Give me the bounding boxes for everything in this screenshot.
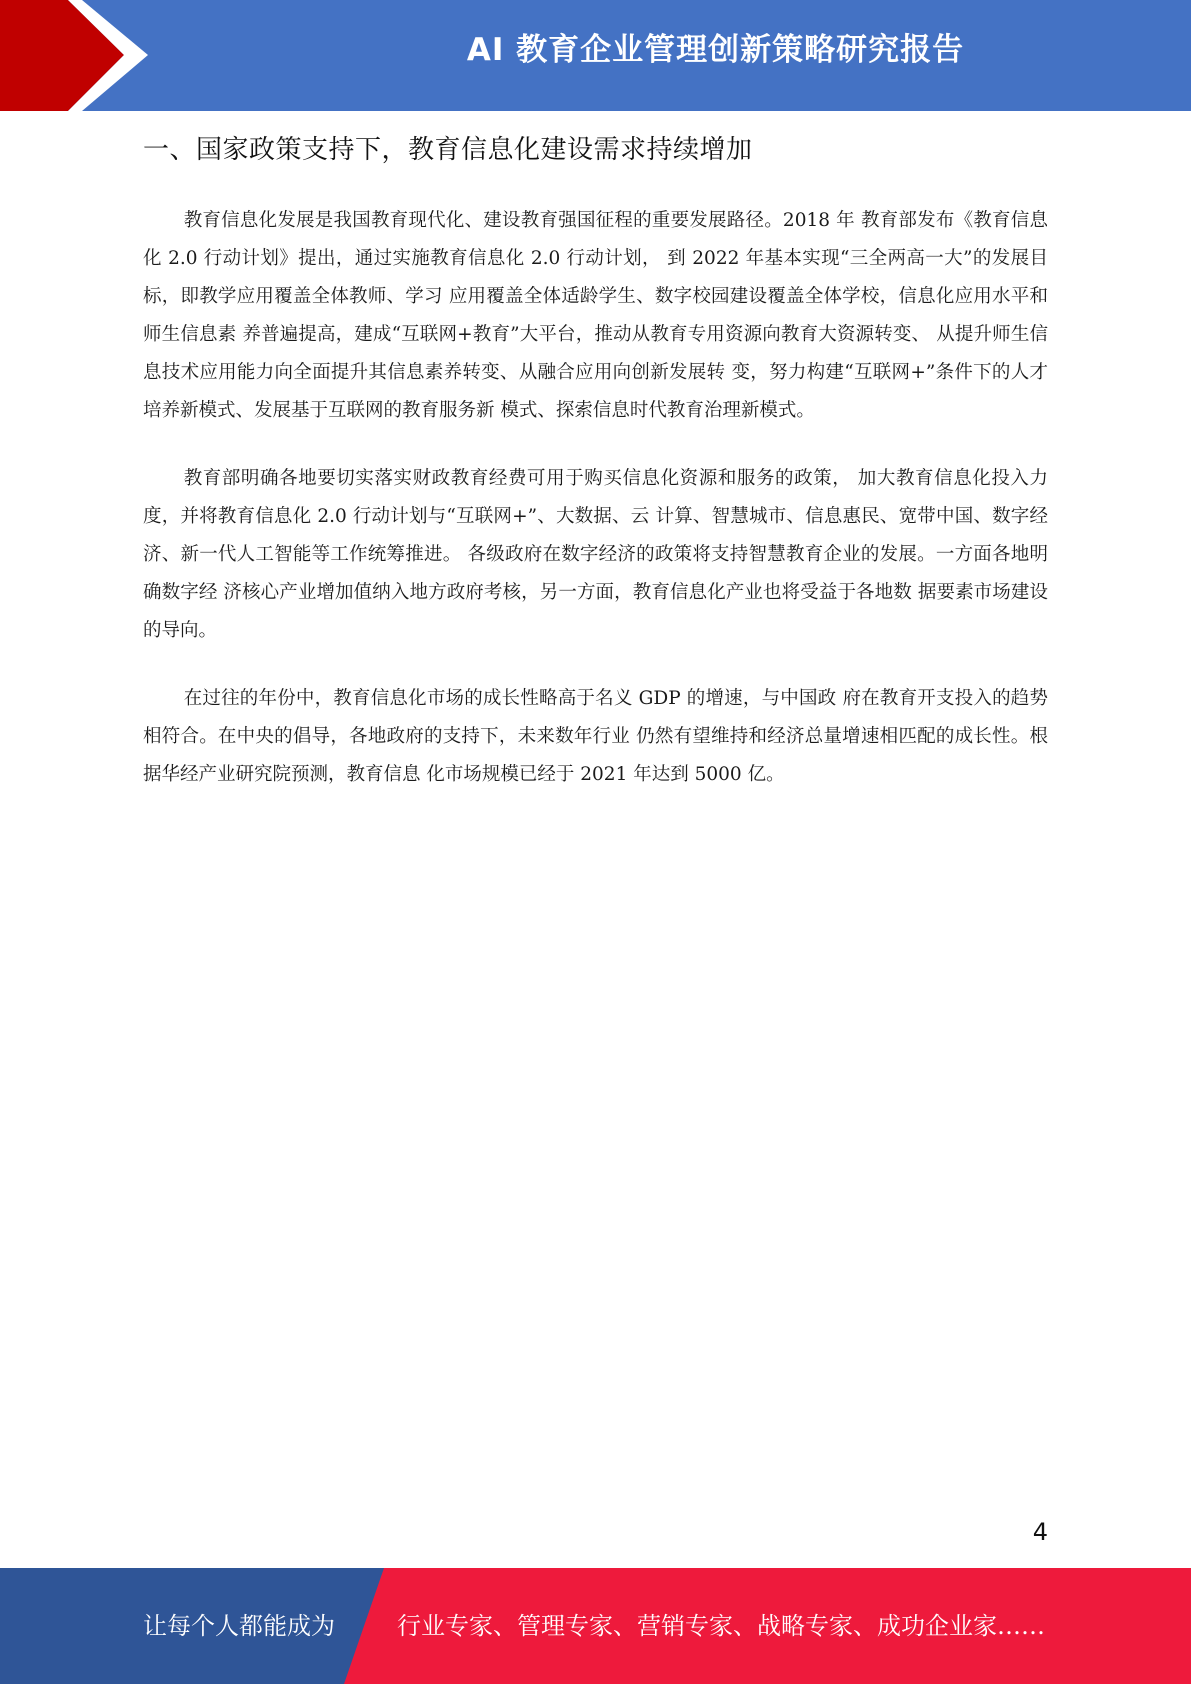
- footer-banner: [0, 1568, 1191, 1684]
- footer-slogan-right: 行业专家、管理专家、营销专家、战略专家、成功企业家……: [397, 1612, 1045, 1640]
- paragraph-3: 在过往的年份中，教育信息化市场的成长性略高于名义 GDP 的增速，与中国政 府在教育开支投入的趋势相符合。在中央的倡导，各地政府的支持下，未来数年行业 仍然有望维持和经济总量增速相匹配的成长性。根据华经产业研究院预测，教育信息 化市场规模已经于 2021 年达到 5000 亿。: [143, 688, 1048, 785]
- header-chevron-icon: [0, 0, 160, 111]
- footer-slogan-left: 让每个人都能成为: [143, 1612, 335, 1640]
- report-title: AI 教育企业管理创新策略研究报告: [466, 32, 965, 68]
- paragraph-2: 教育部明确各地要切实落实财政教育经费可用于购买信息化资源和服务的政策， 加大教育信息化投入力度，并将教育信息化 2.0 行动计划与“互联网+”、大数据、云 计算、智慧城市、信息惠民、宽带中国、数字经济、新一代人工智能等工作统筹推进。 各级政府在数字经济的政策将支持智慧教育企业的发展。一方面各地明确数字经 济核心产业增加值纳入地方政府考核，另一方面，教育信息化产业也将受益于各地数 据要素市场建设的导向。: [143, 468, 1048, 641]
- main-content: [143, 128, 1048, 794]
- paragraph-1: 教育信息化发展是我国教育现代化、建设教育强国征程的重要发展路径。2018 年 教育部发布《教育信息化 2.0 行动计划》提出，通过实施教育信息化 2.0 行动计划， 到 2022 年基本实现“三全两高一大”的发展目标，即教学应用覆盖全体教师、学习 应用覆盖全体适龄学生、数字校园建设覆盖全体学校，信息化应用水平和师生信息素 养普遍提高，建成“互联网+教育”大平台，推动从教育专用资源向教育大资源转变、 从提升师生信息技术应用能力向全面提升其信息素养转变、从融合应用向创新发展转 变，努力构建“互联网+”条件下的人才培养新模式、发展基于互联网的教育服务新 模式、探索信息时代教育治理新模式。: [143, 210, 1048, 421]
- page-number: 4: [1032, 1518, 1048, 1546]
- section-heading: 一、国家政策支持下，教育信息化建设需求持续增加: [143, 135, 753, 165]
- header-banner: [0, 0, 1191, 111]
